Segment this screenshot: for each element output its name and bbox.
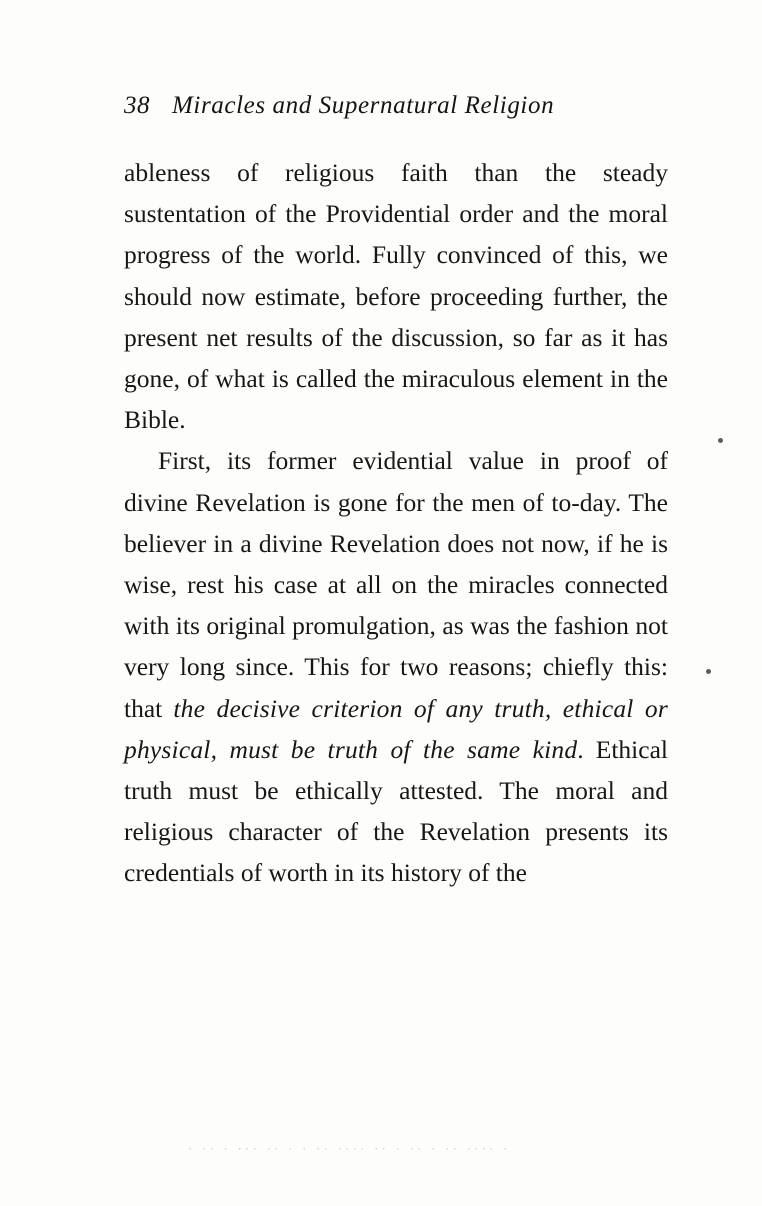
running-title: Miracles and Supernatural Religion	[172, 92, 555, 119]
page-header	[124, 92, 644, 120]
footer-smudge: · ·· · ··· ·· · · ·· ···· ·· · ·· · ·· ···· ·	[188, 1141, 511, 1156]
paragraph-first-point	[124, 440, 668, 893]
paragraph-text-tail: . Ethical truth must be ethically attested. The moral and religious character of the Revelation presents its credentials of worth in its history of the	[124, 734, 668, 888]
paragraph-continuation	[124, 152, 668, 440]
emphasized-criterion-phrase: the decisive criterion of any truth, ethical or physical, must be truth of the same kind	[124, 693, 668, 764]
scan-speck-upper	[718, 438, 723, 443]
page-number: 38	[124, 92, 150, 119]
paragraph-text-lead: First, its former evidential value in proof of divine Revelation is gone for the men of to-day. The believer in a divine Revelation does not now, if he is wise, rest his case at all on the miracles connected with its original promulgation, as was the fashion not very long since. This for two reasons; chiefly this: that	[124, 446, 668, 723]
scan-speck-lower	[706, 669, 711, 674]
paragraph-text: ableness of religious faith than the steady sustentation of the Providential order and the moral progress of the world. Fully convinced of this, we should now estimate, before proceeding further, the present net results of the discussion, so far as it has gone, of what is called the miraculous element in the Bible.	[124, 158, 668, 435]
page-body	[124, 152, 668, 894]
